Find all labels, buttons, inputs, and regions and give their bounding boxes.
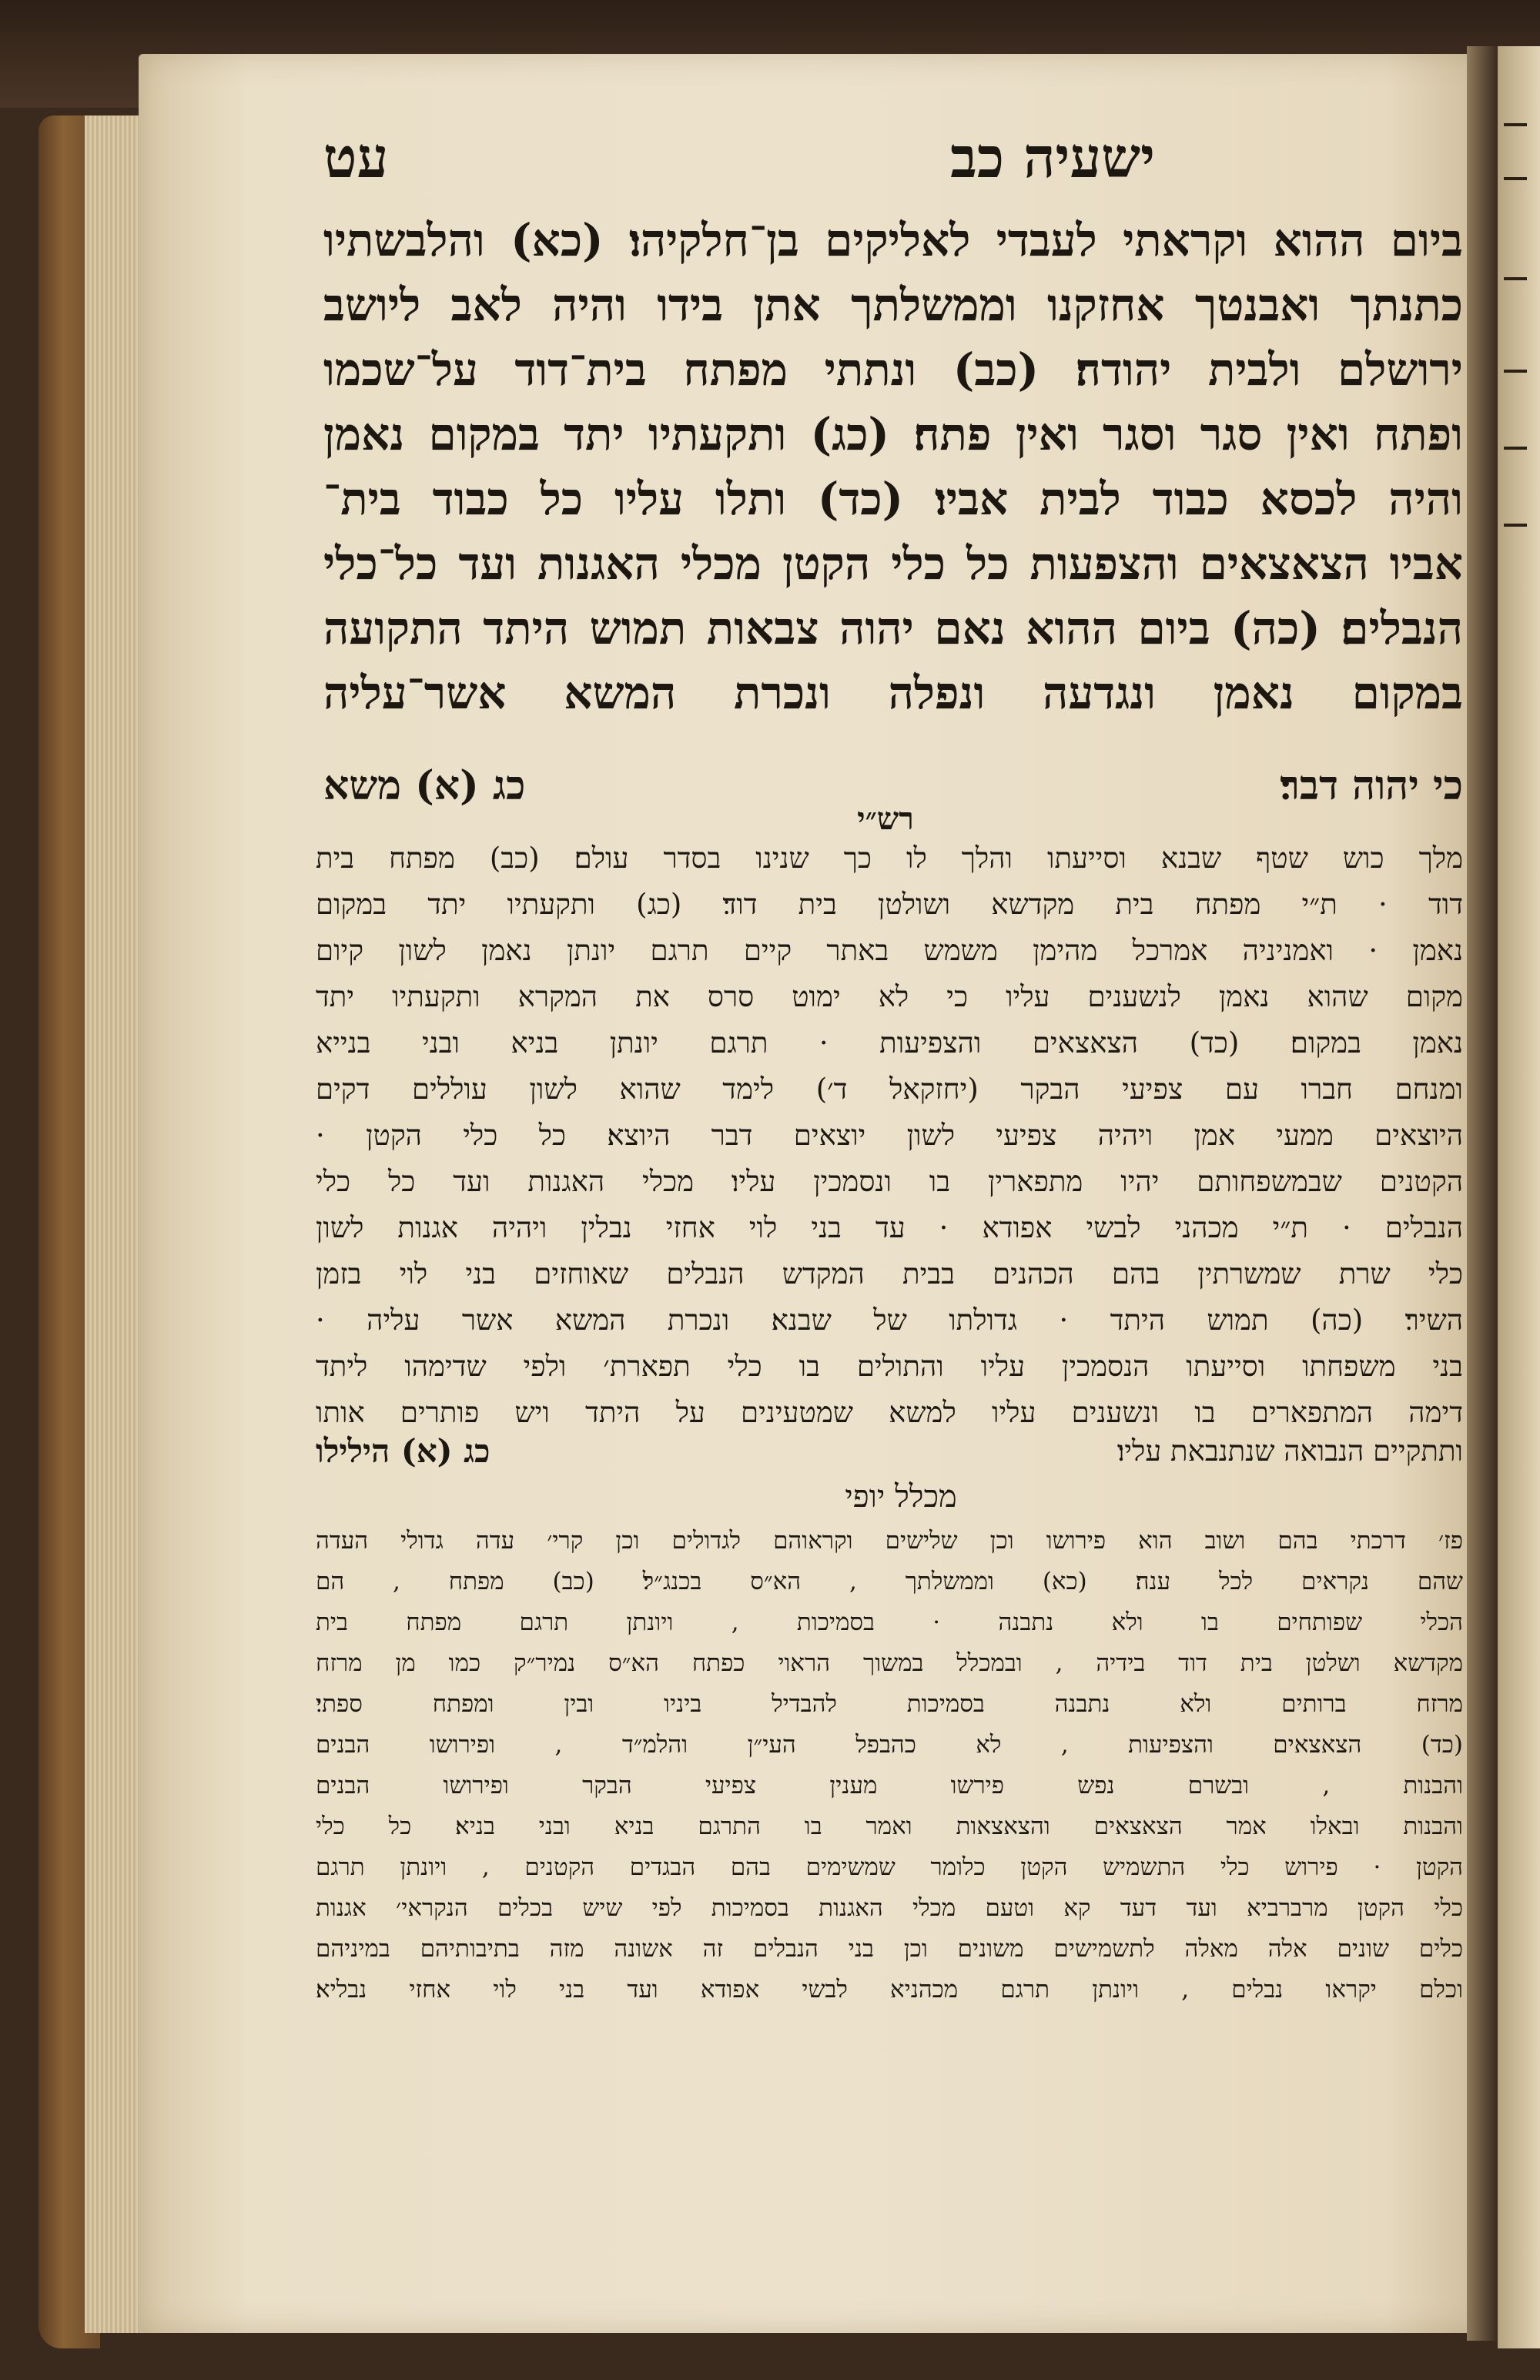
verse-line: כתנתך ואבנטך אחזקנו וממשלתך אתן בידו והיה לאב ליושב bbox=[323, 279, 1463, 331]
verse-line: ירושלם ולבית יהודה׃ (כב) ונתתי מפתח בית־דוד על־שכמו bbox=[323, 343, 1463, 396]
commentary-line: נאמן · ואמניניה אמרכל מהימן משמש באתר קיים תרגם יונתן נאמן לשון קיום bbox=[316, 934, 1463, 967]
commentary-line: והבנות , ובשרם נפש פירשו מענין צפיעי הבקר ופירושו הבנים bbox=[316, 1772, 1463, 1799]
commentary-line-last: ותתקיים הנבואה שנתנבאת עליו׃ bbox=[1116, 1434, 1463, 1468]
commentary-line: דימה המתפארים בו ונשענים עליו למשא שמטעינים על היתד ויש פותרים אותו bbox=[316, 1396, 1463, 1429]
rashi-heading: רש״י bbox=[857, 801, 914, 837]
commentary-line: כלי שרת שמשרתין בהם הכהנים בבית המקדש הנבלים שאוחזים בני לוי בזמן bbox=[316, 1257, 1463, 1290]
commentary-line: הכלי שפותחים בו ולא נתבנה · בסמיכות , ויונתן תרגם מפתח בית bbox=[316, 1608, 1463, 1636]
commentary-line: מרזח ברותים ולא נתבנה בסמיכות להבדיל ביניו ובין ומפתח ספתי׃ bbox=[316, 1690, 1463, 1718]
mikhlal-yofi-commentary bbox=[316, 1521, 1463, 2010]
commentary-line: הנבלים · ת״י מכהני לבשי אפודא · עד בני לוי אחזי נבלין ויהיה אגנות לשון bbox=[316, 1211, 1463, 1244]
verse-line: ביום ההוא וקראתי לעבדי לאליקים בן־חלקיהו׃ (כא) והלבשתיו bbox=[323, 214, 1463, 266]
commentary-line: השיר׃ (כה) תמוש היתד · גדולתו של שבנא׃ ונכרת המשא אשר עליה · bbox=[316, 1304, 1463, 1337]
catchword-next-chapter: כג (א) משא bbox=[323, 762, 526, 809]
rashi-end-row bbox=[316, 1421, 1463, 1482]
commentary-line: הקטן · פירוש כלי התשמיש הקטן כלומר שמשימים בהם הבגדים הקטנים , ויונתן תרגם bbox=[316, 1853, 1463, 1881]
book-gutter bbox=[1467, 46, 1498, 2341]
commentary-line: מקדשא ושלטן בית דוד בידיה , ובמכלל במשוך הראוי כפתח הא״ס נמיר״ק כמו מן מרזח bbox=[316, 1649, 1463, 1677]
mikhlal-yofi-heading: מכלל יופי bbox=[845, 1479, 957, 1515]
commentary-line: בני משפחתו וסייעתו הנסמכין עליו והתולים בו כלי תפארת׳ ולפי שדימהו ליתד bbox=[316, 1350, 1463, 1383]
commentary-line: נאמן במקום׃ (כד) הצאצאים והצפיעות · תרגם יונתן בניא ובני בנייא bbox=[316, 1026, 1463, 1059]
commentary-line: כלים שונים אלה מאלה לתשמישים משונים וכן בני הנבלים זה אשונה מזה בתיבותיהם במיניהם bbox=[316, 1935, 1463, 1963]
catchword-commentary: כג (א) הילילו bbox=[316, 1432, 490, 1470]
commentary-line: היוצאים ממעי אמן ויהיה צפיעי לשון יוצאים דבר היוצא׃ כל כלי הקטן · bbox=[316, 1119, 1463, 1152]
book-chapter-title: ישעיה כב bbox=[950, 125, 1155, 190]
commentary-line: והבנות ובאלו אמר הצאצאים והצאצאות ואמר בו התרגם בניא ובני בניא׃ כל כלי bbox=[316, 1813, 1463, 1840]
running-head bbox=[323, 123, 1155, 192]
verse-line: והיה לכסא כבוד לבית אביו׃ (כד) ותלו עליו כל כבוד בית־ bbox=[323, 473, 1463, 525]
commentary-line: (כד) הצאצאים והצפיעות , לא כהבפל העי״ן והלמ״ד , ופירושו הבנים bbox=[316, 1731, 1463, 1759]
verse-line: ופתח ואין סגר וסגר ואין פתח׃ (כג) ותקעתיו יתד במקום נאמן bbox=[323, 408, 1463, 460]
verse-line: אביו הצאצאים והצפעות כל כלי הקטן מכלי האגנות ועד כל־כלי bbox=[323, 537, 1463, 590]
commentary-line: פז׳ דרכתי בהם ושוב הוא פירושו וכן שלישים וקראוהם לגדולים וכן קרי׳ עדה גדולי העדה bbox=[316, 1527, 1463, 1555]
commentary-line: כלי הקטן מרברביא ועד דעד קא וטעם מכלי האגנות בסמיכות לפי שיש בכלים הנקראי׳ אגנות bbox=[316, 1894, 1463, 1922]
commentary-line: מקום שהוא נאמן לנשענים עליו כי לא ימוט סרס את המקרא ותקעתיו יתד bbox=[316, 980, 1463, 1013]
folio-number: עט bbox=[323, 125, 389, 190]
verse-line: במקום נאמן ונגדעה ונפלה ונכרת המשא אשר־עליה bbox=[323, 667, 1463, 719]
commentary-line: הקטנים שבמשפחותם יהיו מתפארין בו ונסמכין עליו׃ מכלי האגנות ועד כל כלי bbox=[316, 1165, 1463, 1198]
commentary-line: דוד · ת״י מפתח בית מקדשא ושולטן בית דוד׃ (כג) ותקעתיו יתד במקום bbox=[316, 888, 1463, 921]
commentary-line: ומנחם חברו עם צפיעי הבקר (יחזקאל ד׳) לימד שהוא לשון עוללים דקים bbox=[316, 1073, 1463, 1106]
commentary-line: שהם נקראים לכל ענה׃ (כא) וממשלתך , הא״ס בכנג״ל׃ (כב) מפתח , הם bbox=[316, 1568, 1463, 1595]
commentary-line: מלך כוש שטף שבנא וסייעתו והלך לו כך שנינו בסדר עולם׃ (כב) מפתח בית bbox=[316, 842, 1463, 875]
rashi-commentary bbox=[316, 835, 1463, 1436]
verse-line: הנבלים׃ (כה) ביום ההוא נאם יהוה צבאות תמוש היתד התקועה bbox=[323, 602, 1463, 654]
commentary-line: וכלם יקראו נבלים , ויונתן תרגם מכהניא לבשי אפודא ועד בני לוי אחזי נבליא׃ bbox=[316, 1976, 1463, 2003]
verse-line-last: כי יהוה דבר׃ bbox=[1280, 762, 1463, 809]
facing-page-edge bbox=[1498, 46, 1540, 2348]
scripture-text bbox=[323, 208, 1463, 725]
